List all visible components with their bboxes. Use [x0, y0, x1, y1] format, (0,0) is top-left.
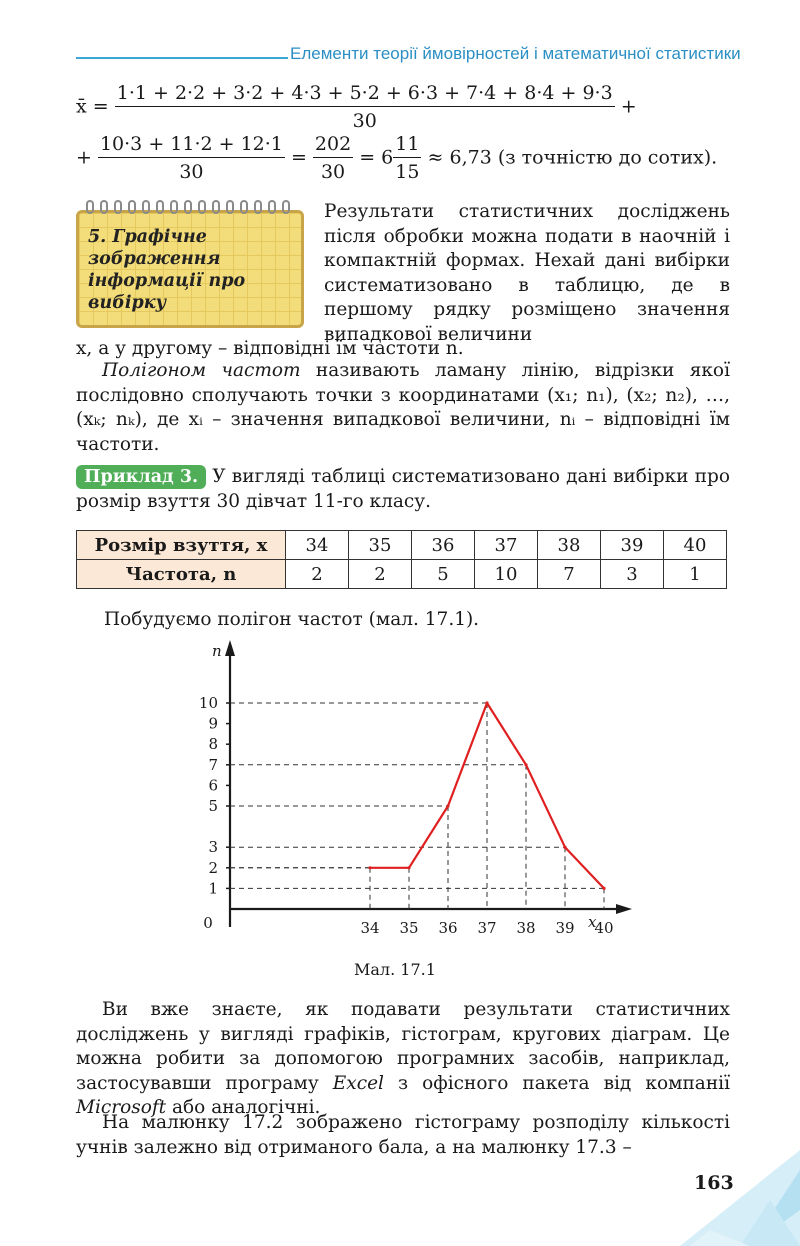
example-badge: Приклад 3. — [76, 465, 206, 489]
x-tick-label: 37 — [477, 919, 497, 937]
spiral-ring — [184, 200, 192, 214]
x-axis-arrow — [616, 904, 632, 914]
spiral-ring — [142, 200, 150, 214]
x-tick-label: 35 — [399, 919, 419, 937]
running-title: Елементи теорії ймовірностей і математичної статистики — [290, 44, 741, 63]
paragraph-definition: Полігоном частот називають ламану лінію, відрізки якої послідовно сполучають точки з координатами (x₁; n₁), (x₂; n₂), …, (xₖ; nₖ), де xᵢ – значення випадкової величини, nᵢ – відповідні їм частоти. — [76, 360, 730, 455]
spiral-ring — [226, 200, 234, 214]
spiral-ring — [212, 200, 220, 214]
y-axis-label: n — [212, 642, 222, 660]
y-axis-arrow — [225, 640, 235, 656]
x-tick-label: 39 — [555, 919, 575, 937]
spiral-ring — [268, 200, 276, 214]
x-axis-label: x — [588, 913, 597, 931]
data-point — [563, 846, 566, 849]
data-point — [524, 763, 527, 766]
y-tick-label: 1 — [208, 879, 218, 898]
figure-caption: Мал. 17.1 — [354, 960, 436, 979]
corner-decoration — [600, 1150, 800, 1246]
data-point — [407, 866, 410, 869]
x-tick-label: 40 — [594, 919, 614, 937]
spiral-ring — [282, 200, 290, 214]
y-tick-label: 9 — [208, 714, 218, 733]
header-rule — [76, 57, 288, 59]
term-polygon: Полігоном частот — [102, 360, 301, 381]
data-point — [602, 887, 605, 890]
y-tick-label: 3 — [208, 838, 218, 857]
spiral-ring — [254, 200, 262, 214]
section-title: 5. Графічне зображення інформації про вибірку — [88, 227, 246, 313]
mean-symbol: x̄ = — [76, 95, 109, 118]
table-row: Розмір взуття, x 34 35 36 37 38 39 40 — [77, 531, 727, 560]
spiral-ring — [170, 200, 178, 214]
y-tick-label: 6 — [208, 776, 218, 795]
fraction-2: $\frac{10\cdot 3 + 11\cdot 2 + 12\cdot 1}{30}$ — [99, 133, 283, 183]
table-row: Частота, n 2 2 5 10 7 3 1 — [77, 560, 727, 589]
fraction-3: $\frac{202}{30}$ — [314, 133, 352, 183]
spiral-ring — [240, 200, 248, 214]
paragraph-next: На малюнку 17.2 зображено гістограму розподілу кількості учнів залежно від отриманого бала, а на малюнку 17.3 – — [76, 1112, 730, 1158]
data-point — [446, 804, 449, 807]
x-tick-label: 34 — [360, 919, 380, 937]
y-tick-label: 7 — [208, 755, 218, 774]
example-paragraph: Приклад 3. У вигляді таблиці систематизовано дані вибірки про розмір взуття 30 дівчат 11-го класу. — [76, 466, 730, 512]
spiral-ring — [100, 200, 108, 214]
x-tick-label: 36 — [438, 919, 458, 937]
y-tick-label: 8 — [208, 735, 218, 754]
spiral-ring — [86, 200, 94, 214]
spiral-ring — [156, 200, 164, 214]
data-point — [368, 866, 371, 869]
frequency-polygon-chart — [190, 636, 614, 966]
paragraph-software: Ви вже знаєте, як подавати результати статистичних досліджень у вигляді графіків, гістограм, кругових діаграм. Це можна робити за допомогою програмних засобів, наприклад, застосувавши програму Excel з офісного пакета від компанії Microsoft або аналогічні. — [76, 999, 730, 1118]
y-tick-label: 10 — [198, 694, 218, 712]
data-point — [485, 701, 488, 704]
fraction-1: $\frac{1\cdot 1 + 2\cdot 2 + 3\cdot 2 + 4\cdot 3 + 5\cdot 2 + 6\cdot 3 + 7\cdot 4 + 8\cdot 4 + 9\cdot 3}{30}$ — [116, 82, 613, 132]
x-tick-label: 38 — [516, 919, 536, 937]
paragraph-intro: Результати статистичних досліджень після обробки можна подати в наочній і компактній формах. Нехай дані вибірки систематизовано в таблицю, де в першому рядку розміщено значення випадкової величини — [324, 201, 731, 345]
build-caption: Побудуємо полігон частот (мал. 17.1). — [104, 609, 480, 630]
section-note-card — [76, 206, 306, 328]
paragraph-intro-end: x, а у другому – відповідні їм частоти n. — [76, 338, 464, 359]
fraction-4: $\frac{11}{15}$ — [395, 133, 420, 183]
origin-label: 0 — [203, 914, 213, 932]
spiral-ring — [198, 200, 206, 214]
spiral-ring — [128, 200, 136, 214]
y-tick-label: 5 — [208, 797, 218, 815]
y-tick-label: 2 — [208, 858, 218, 877]
spiral-ring — [114, 200, 122, 214]
mean-formula-line-2: + $\frac{10\cdot 3 + 11\cdot 2 + 12\cdot 1}{30}$ = $\frac{202}{30}$ = 6 $\frac{11}{15}$ ≈ 6,73 (з точністю до сотих). — [76, 131, 717, 186]
mean-formula-line-1: x̄ = $\frac{1\cdot 1 + 2\cdot 2 + 3\cdot 2 + 4\cdot 3 + 5\cdot 2 + 6\cdot 3 + 7\cdot 4 + 8\cdot 4 + 9\cdot 3}{30}$ + — [76, 80, 637, 135]
frequency-table — [76, 530, 727, 589]
page-number: 163 — [694, 1172, 734, 1194]
